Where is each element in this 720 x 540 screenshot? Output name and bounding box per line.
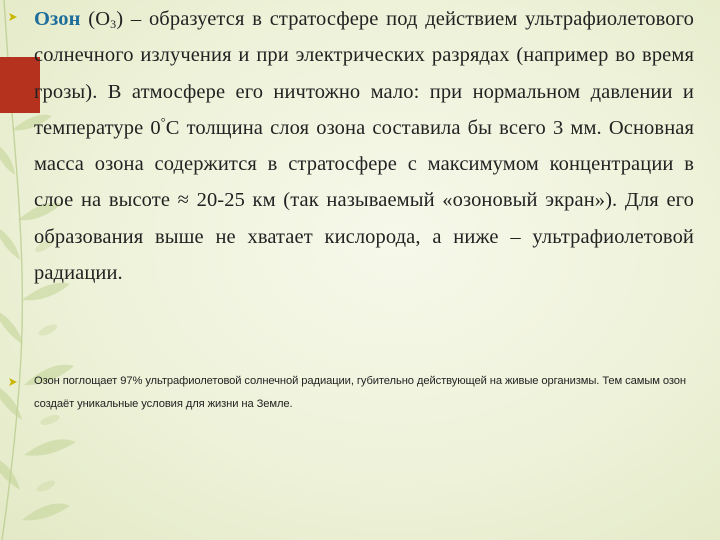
paragraph-text-b: С толщина слоя озона составила бы всего 3 мм. Основная масса озона содержится в стратосфере с максимумом концентрации в слое на высоте ≈ 20-25 км (так называемый «озоновый экран»). Для его образования выше не хватает кислорода, а ниже – ультрафиолетовой радиации.: [34, 116, 694, 285]
term-ozone: Озон: [34, 8, 81, 30]
degree-sign: °: [160, 114, 166, 129]
arrow-bullet-icon: [8, 377, 18, 387]
ozone-absorption-paragraph: Озон поглощает 97% ультрафиолетовой солнечной радиации, губительно действующей на живые организмы. Тем самым озон создаёт уникальные условия для жизни на Земле.: [34, 375, 687, 410]
ozone-definition-paragraph: [34, 1, 694, 291]
paragraph-text-a: – образуется в стратосфере под действием ультрафиолетового солнечного излучения и при электрических разрядах (например во время грозы). В атмосфере его ничтожно мало: при нормальном давлении и температуре 0: [34, 8, 694, 139]
arrow-bullet-icon: [8, 12, 18, 22]
formula: $(O_3)$: [88, 8, 124, 31]
